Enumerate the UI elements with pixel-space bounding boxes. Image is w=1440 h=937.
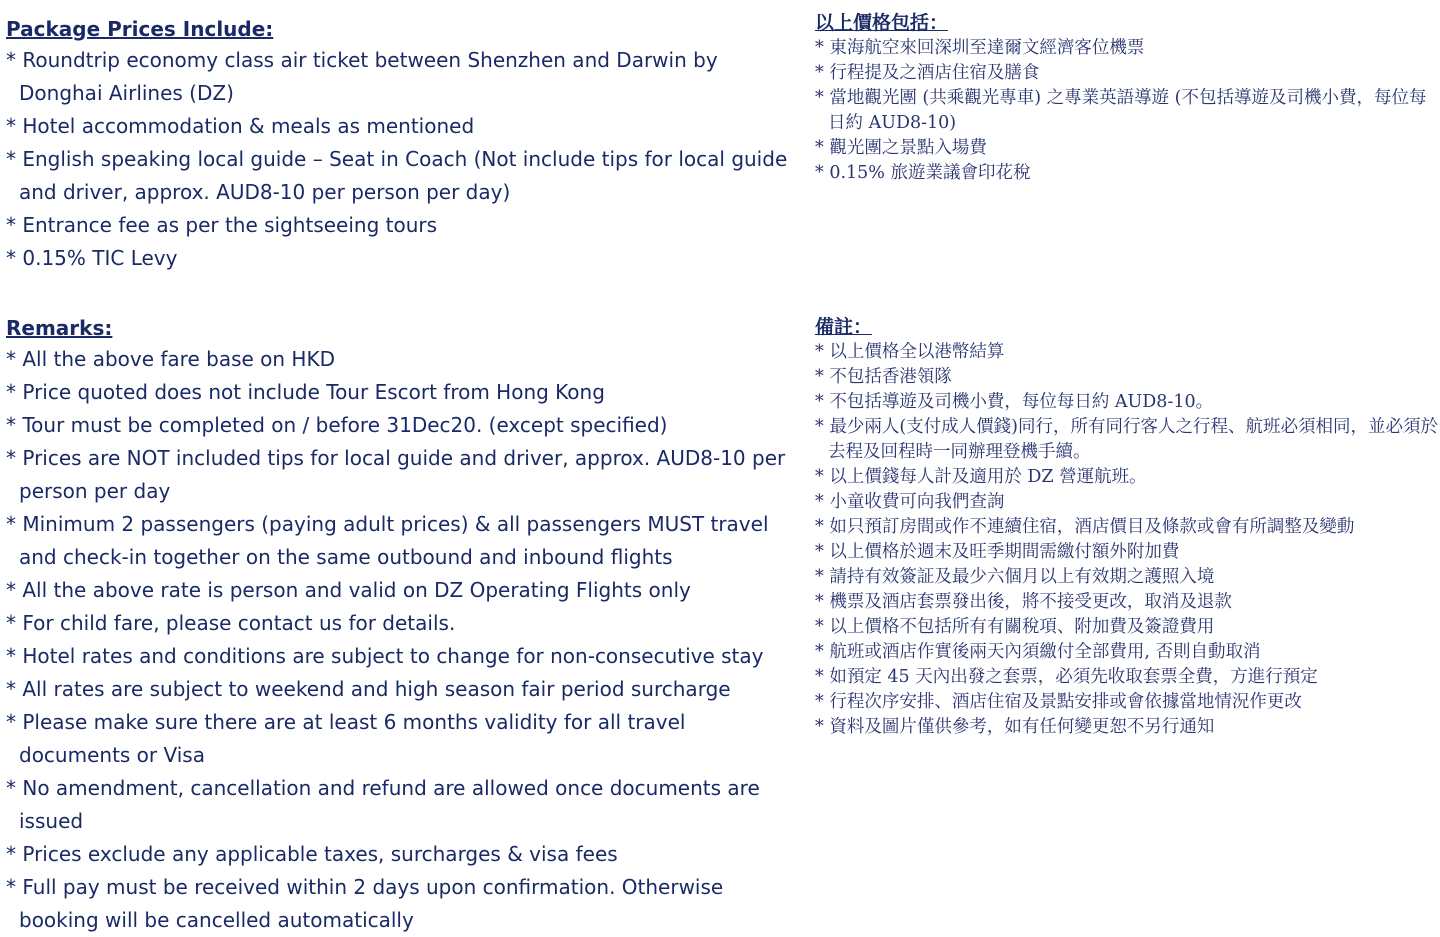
package-item-zh: * 東海航空來回深圳至達爾文經濟客位機票 — [815, 36, 1440, 61]
remarks-heading-zh: 備註： — [815, 316, 873, 338]
remark-item: * Prices exclude any applicable taxes, surcharges & visa fees — [6, 838, 796, 871]
english-column — [6, 14, 796, 937]
remark-item: * Tour must be completed on / before 31Dec20. (except specified) — [6, 409, 796, 442]
remark-item: * All rates are subject to weekend and high season fair period surcharge — [6, 673, 796, 706]
remark-item-zh: * 如只預訂房間或作不連續住宿，酒店價目及條款或會有所調整及變動 — [815, 515, 1440, 540]
remark-item: * All the above rate is person and valid on DZ Operating Flights only — [6, 574, 796, 607]
remark-item: * Price quoted does not include Tour Escort from Hong Kong — [6, 376, 796, 409]
remark-item: * Prices are NOT included tips for local guide and driver, approx. AUD8-10 per person per day — [6, 442, 796, 508]
remark-item-zh: * 資料及圖片僅供參考，如有任何變更恕不另行通知 — [815, 715, 1440, 740]
package-prices-list-zh — [815, 36, 1440, 186]
remarks-section-zh — [815, 314, 1440, 740]
remark-item: * No amendment, cancellation and refund are allowed once documents are issued — [6, 772, 796, 838]
package-item: * Hotel accommodation & meals as mentioned — [6, 110, 796, 143]
remarks-list — [6, 343, 796, 937]
remark-item-zh: * 請持有效簽証及最少六個月以上有效期之護照入境 — [815, 565, 1440, 590]
remark-item-zh: * 以上價錢每人計及適用於 DZ 營運航班。 — [815, 465, 1440, 490]
package-item: * English speaking local guide – Seat in Coach (Not include tips for local guide and driver, approx. AUD8-10 per person per day) — [6, 143, 796, 209]
package-prices-heading-zh: 以上價格包括： — [815, 12, 949, 34]
remark-item-zh: * 機票及酒店套票發出後，將不接受更改，取消及退款 — [815, 590, 1440, 615]
remark-item: * Minimum 2 passengers (paying adult prices) & all passengers MUST travel and check-in together on the same outbound and inbound flights — [6, 508, 796, 574]
remark-item-zh: * 不包括香港領隊 — [815, 365, 1440, 390]
remark-item: * All the above fare base on HKD — [6, 343, 796, 376]
remark-item: * Please make sure there are at least 6 months validity for all travel documents or Visa — [6, 706, 796, 772]
remark-item-zh: * 小童收費可向我們查詢 — [815, 490, 1440, 515]
remark-item-zh: * 以上價格全以港幣結算 — [815, 340, 1440, 365]
remark-item-zh: * 最少兩人(支付成人價錢)同行，所有同行客人之行程、航班必須相同，並必須於去程及回程時一同辦理登機手續。 — [815, 415, 1440, 465]
remark-item-zh: * 以上價格不包括所有有關稅項、附加費及簽證費用 — [815, 615, 1440, 640]
remark-item: * Hotel rates and conditions are subject to change for non-consecutive stay — [6, 640, 796, 673]
package-prices-heading: Package Prices Include: — [6, 17, 274, 41]
package-prices-list — [6, 44, 796, 275]
remark-item-zh: * 航班或酒店作實後兩天內須繳付全部費用, 否則自動取消 — [815, 640, 1440, 665]
remark-item-zh: * 不包括導遊及司機小費，每位每日約 AUD8-10。 — [815, 390, 1440, 415]
remarks-heading: Remarks: — [6, 316, 113, 340]
remark-item-zh: * 行程次序安排、酒店住宿及景點安排或會依據當地情況作更改 — [815, 690, 1440, 715]
package-prices-section-en — [6, 14, 796, 275]
package-item: * Entrance fee as per the sightseeing tours — [6, 209, 796, 242]
remarks-section-en — [6, 313, 796, 937]
remark-item: * Full pay must be received within 2 days upon confirmation. Otherwise booking will be cancelled automatically — [6, 871, 796, 937]
package-item-zh: * 觀光團之景點入場費 — [815, 136, 1440, 161]
package-item-zh: * 0.15% 旅遊業議會印花稅 — [815, 161, 1440, 186]
package-item-zh: * 行程提及之酒店住宿及膳食 — [815, 61, 1440, 86]
remarks-list-zh — [815, 340, 1440, 740]
package-item: * 0.15% TIC Levy — [6, 242, 796, 275]
remark-item-zh: * 以上價格於週末及旺季期間需繳付額外附加費 — [815, 540, 1440, 565]
remark-item-zh: * 如預定 45 天內出發之套票，必須先收取套票全費，方進行預定 — [815, 665, 1440, 690]
package-item: * Roundtrip economy class air ticket between Shenzhen and Darwin by Donghai Airlines (DZ) — [6, 44, 796, 110]
chinese-column — [815, 10, 1440, 740]
remark-item: * For child fare, please contact us for details. — [6, 607, 796, 640]
package-item-zh: * 當地觀光團 (共乘觀光專車) 之專業英語導遊 (不包括導遊及司機小費，每位每日約 AUD8-10) — [815, 86, 1440, 136]
package-prices-section-zh — [815, 10, 1440, 186]
